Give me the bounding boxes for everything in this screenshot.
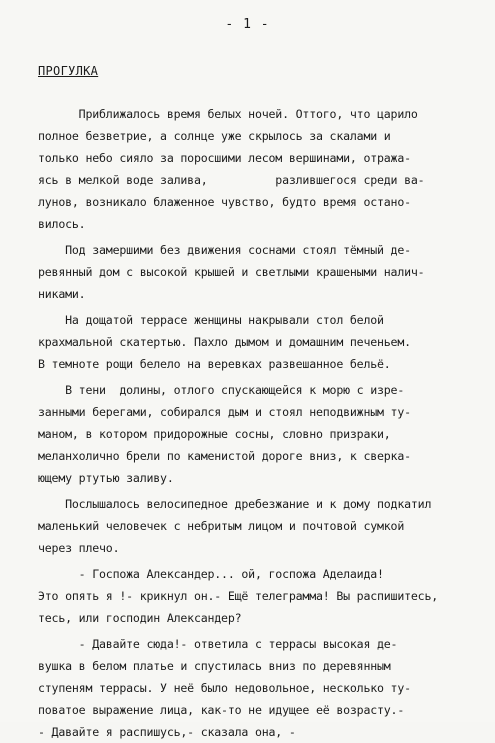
text-line: ясь в мелкой воде залива, разлившегося среди ва- [38,173,425,187]
text-line: вушка в белом платье и спустилась вниз по деревянным [38,659,391,673]
text-line: меланхолично брели по каменистой дороге вниз, к сверка- [38,449,411,463]
text-line: В тени долины, отлого спускающейся к морю с изре- [38,383,405,397]
text-line: - Давайте сюда!- ответила с террасы высокая де- [38,637,398,651]
text-line: маленький человечек с небритым лицом и почтовой сумкой [38,519,405,533]
text-line: ревянный дом с высокой крышей и светлыми крашеными налич- [38,265,425,279]
text-line: вилось. [38,217,86,231]
text-line: - Давайте я распишусь,- сказала она, - [38,725,296,739]
text-line: крахмальной скатертью. Пахло дымом и домашним печеньем. [38,335,411,349]
text-line: Послышалось велосипедное дребезжание и к дому подкатил [38,497,432,511]
text-line: лунов, возникало блаженное чувство, будто время остано- [38,195,411,209]
text-line: только небо сияло за поросшими лесом вершинами, отража- [38,151,411,165]
text-line: Приближалось время белых ночей. Оттого, что царило [38,107,418,121]
text-line: через плечо. [38,541,120,555]
text-line: Это опять я !- крикнул он.- Ещё телеграмма! Вы распишитесь, [38,589,439,603]
text-line: маном, в котором придорожные сосны, словно призраки, [38,427,391,441]
text-line: занными берегами, собирался дым и стоял неподвижным ту- [38,405,411,419]
text-line: Под замершими без движения соснами стоял тёмный де- [38,243,411,257]
text-line: ступеням террасы. У неё было недовольное, несколько ту- [38,681,411,695]
text-line: В темноте рощи белело на веревках развешанное бельё. [38,357,391,371]
document-body [38,103,468,743]
text-line: ющему ртутью заливу. [38,471,174,485]
text-line: поватое выражение лица, как-то не идущее её возрасту.- [38,703,405,717]
document-title: ПРОГУЛКА [38,64,99,78]
text-line: никами. [38,287,86,301]
text-line: полное безветрие, а солнце уже скрылось за скалами и [38,129,391,143]
text-line: тесь, или господин Александер? [38,611,242,625]
page-number: - 1 - [225,17,270,32]
text-line: На дощатой террасе женщины накрывали стол белой [38,313,384,327]
text-line: - Госпожа Александер... ой, госпожа Аделаида! [38,567,384,581]
